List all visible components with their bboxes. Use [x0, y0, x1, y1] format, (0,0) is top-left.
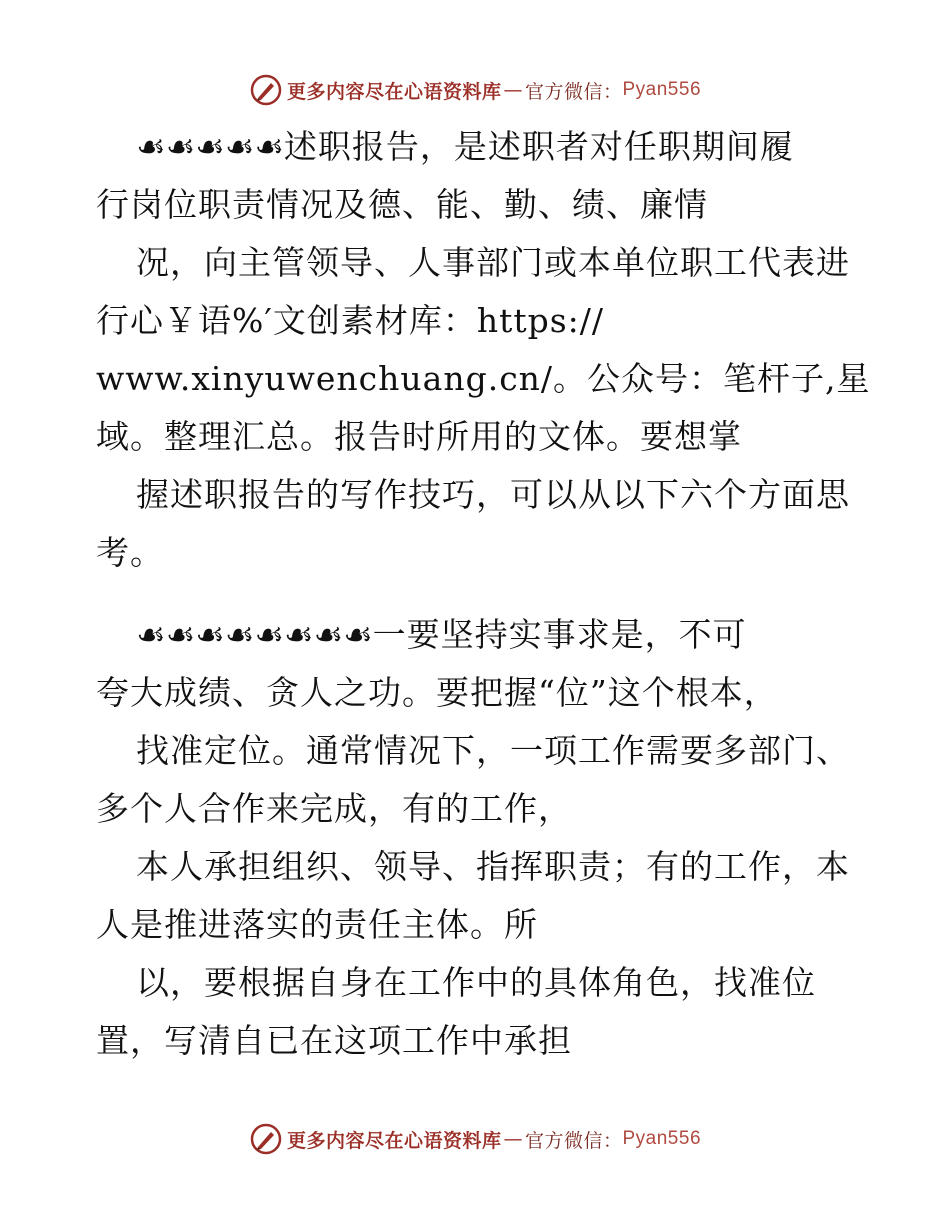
- text-line: 多个人合作来完成，有的工作，: [96, 789, 572, 828]
- text-line: 夸大成绩、贪人之功。要把握“位”这个根本，: [96, 673, 778, 712]
- header-wechat-label: 官方微信：: [524, 80, 623, 103]
- text-line: 置，写清自已在这项工作中承担: [96, 1021, 572, 1060]
- footer-banner: [0, 1119, 950, 1159]
- text-line: www.xinyuwenchuang.cn/。公众号：笔杆子,星: [96, 359, 871, 398]
- text-line: 况，向主管领导、人事部门或本单位职工代表进: [136, 243, 850, 282]
- pen-logo-icon: [249, 1122, 283, 1156]
- text-line: 本人承担组织、领导、指挥职责；有的工作，本: [136, 847, 850, 886]
- pen-logo-icon: [249, 73, 283, 107]
- text-span: 一要坚持实事求是，不可: [372, 615, 747, 654]
- ornament-icon: ☙☙☙☙☙: [136, 127, 284, 166]
- text-line: 行心￥语%′文创素材库：https://: [96, 301, 605, 340]
- text-span: 述职报告，是述职者对任职期间履: [283, 127, 794, 166]
- ornament-icon: ☙☙☙☙☙☙☙☙: [136, 615, 373, 654]
- footer-wechat-label: 官方微信：: [524, 1129, 623, 1152]
- header-banner: [0, 70, 950, 110]
- text-line: 握述职报告的写作技巧，可以从以下六个方面思: [136, 475, 850, 514]
- header-wechat-id: Pyan556: [622, 79, 702, 100]
- text-line: 人是推进落实的责任主体。所: [96, 905, 538, 944]
- text-line: [96, 118, 866, 176]
- footer-site-text: 更多内容尽在心语资料库: [286, 1129, 502, 1152]
- paragraph-gap: [96, 582, 866, 606]
- text-line: 域。整理汇总。报告时所用的文体。要想掌: [96, 417, 742, 456]
- header-site-text: 更多内容尽在心语资料库: [286, 80, 502, 103]
- footer-dash: —: [503, 1128, 523, 1150]
- document-body: [96, 118, 871, 1070]
- text-line: 以，要根据自身在工作中的具体角色，找准位: [136, 963, 816, 1002]
- text-line: [96, 606, 866, 664]
- text-line: 考。: [96, 533, 164, 572]
- text-line: 找准定位。通常情况下，一项工作需要多部门、: [136, 731, 850, 770]
- text-line: 行岗位职责情况及德、能、勤、绩、廉情: [96, 185, 708, 224]
- header-dash: —: [503, 79, 523, 101]
- footer-wechat-id: Pyan556: [622, 1128, 702, 1149]
